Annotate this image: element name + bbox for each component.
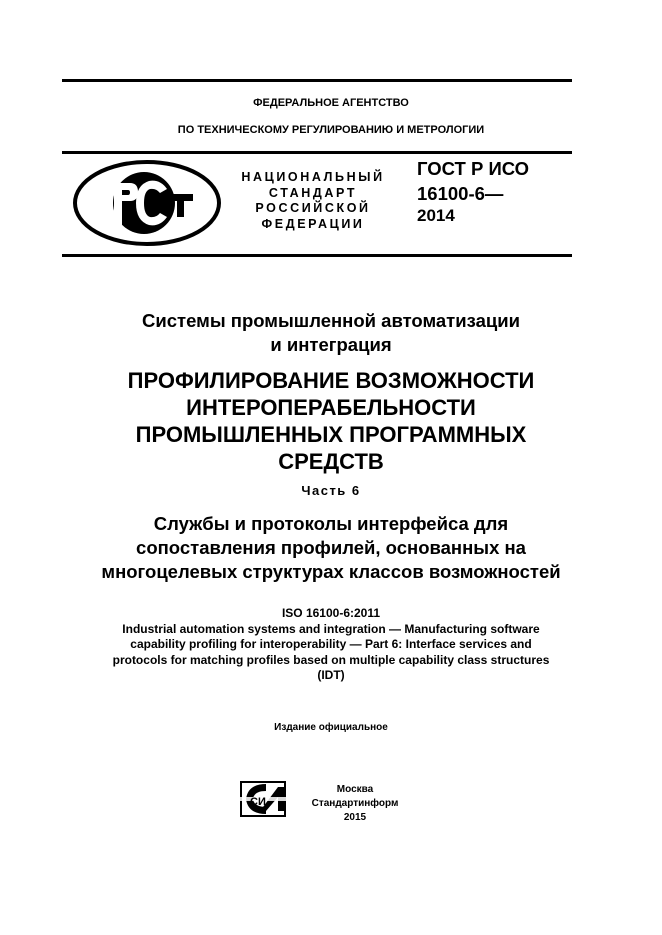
iso-line: Industrial automation systems and integration — Manufacturing software — [122, 621, 540, 636]
standard-designation — [417, 156, 529, 226]
subtitle — [0, 309, 662, 357]
main-title-line: СРЕДСТВ — [278, 449, 384, 474]
designation-line-1: ГОСТ Р ИСО — [417, 158, 530, 179]
edition-label: Издание официальное — [274, 722, 388, 733]
rst-circle-logo-icon — [72, 159, 222, 247]
publisher-info — [300, 783, 410, 825]
main-title-line: ПРОМЫШЛЕННЫХ ПРОГРАММНЫХ — [135, 422, 527, 447]
national-line: НАЦИОНАЛЬНЫЙ — [241, 170, 385, 184]
subject-title — [0, 512, 662, 584]
subject-line: сопоставления профилей, основанных на — [136, 537, 526, 558]
header-rule — [62, 151, 572, 154]
publisher-logo-text: СИ — [250, 796, 266, 808]
national-standard-label — [228, 170, 398, 232]
national-line: СТАНДАРТ — [268, 185, 358, 200]
subtitle-line: Системы промышленной автоматизации — [142, 310, 520, 331]
top-rule — [62, 79, 572, 82]
national-line: ФЕДЕРАЦИИ — [261, 216, 365, 231]
publisher-year: 2015 — [343, 812, 367, 823]
main-title-line: ИНТЕРОПЕРАБЕЛЬНОСТИ — [186, 395, 476, 420]
main-title — [0, 367, 662, 475]
iso-line: capability profiling for interoperability — Part 6: Interface services and — [130, 637, 532, 651]
iso-reference — [0, 606, 662, 684]
subject-line: Службы и протоколы интерфейса для — [153, 513, 509, 534]
main-title-line: ПРОФИЛИРОВАНИЕ ВОЗМОЖНОСТИ — [127, 368, 535, 393]
part-label: Часть 6 — [301, 483, 361, 498]
agency-line-1: ФЕДЕРАЛЬНОЕ АГЕНТСТВО — [253, 97, 409, 109]
standartinform-logo-icon — [238, 779, 290, 819]
iso-line: protocols for matching profiles based on multiple capability class structures — [112, 652, 550, 667]
bottom-header-rule — [62, 254, 572, 257]
iso-line: ISO 16100-6:2011 — [281, 606, 381, 620]
publisher-city: Москва — [336, 784, 374, 795]
subject-line: многоцелевых структурах классов возможностей — [101, 561, 561, 582]
designation-year: 2014 — [417, 206, 455, 225]
national-line: РОССИЙСКОЙ — [255, 201, 371, 215]
iso-line: (IDT) — [317, 668, 345, 682]
subtitle-line: и интеграция — [270, 334, 392, 355]
agency-line-2: ПО ТЕХНИЧЕСКОМУ РЕГУЛИРОВАНИЮ И МЕТРОЛОГИИ — [177, 124, 485, 136]
designation-line-2: 16100-6— — [417, 183, 504, 204]
publisher-name: Стандартинформ — [311, 798, 399, 809]
